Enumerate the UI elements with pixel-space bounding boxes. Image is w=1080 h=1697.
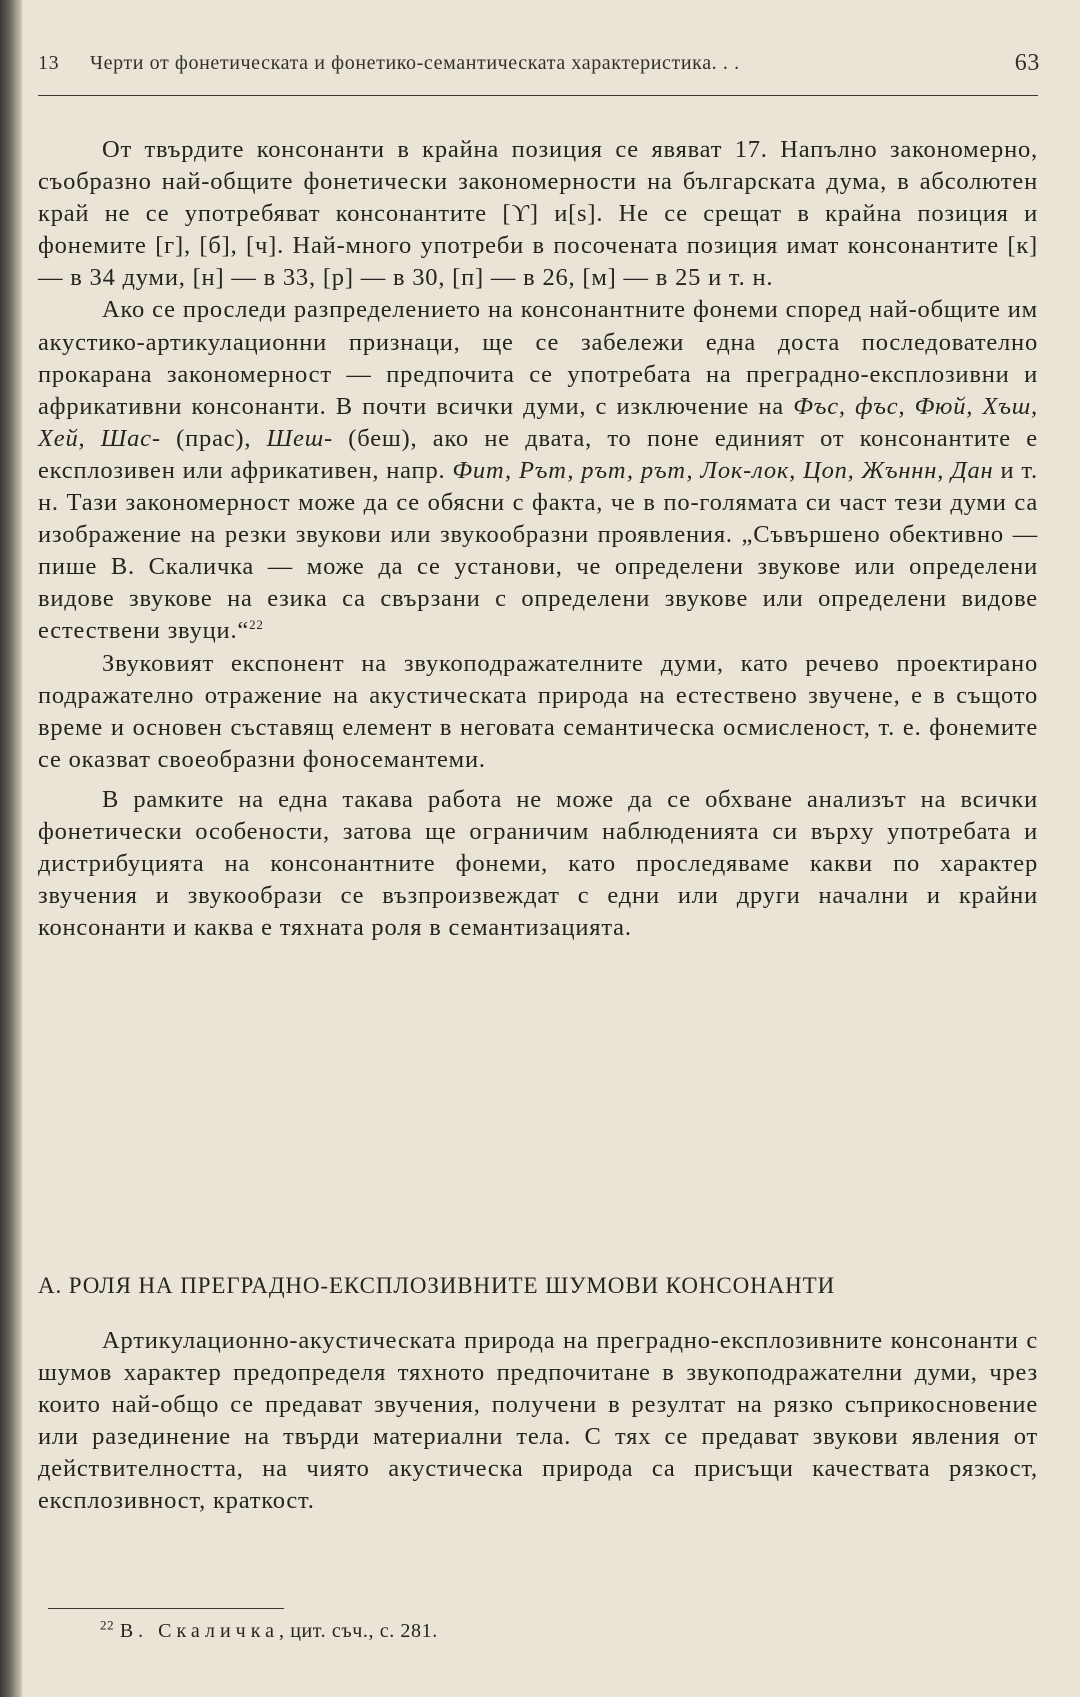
italic-example-words: Фит, Рът, рът, рът, Лок-лок, Цоп, Жъннн, Дан	[452, 456, 994, 484]
text-run: (беш), ако не двата, то поне единият от консонантите е експлозивен или африкативен, напр.	[38, 424, 1038, 484]
text-run: Ако се проследи разпределението на консонантните фонеми според най-общите им акустико-артикулационни признаци, ще се забележи една доста последователно прокарана закономерност — предпочита се употребата на преградно-експлозивни и африкативни консонанти. В почти всички думи, с изключение на	[38, 296, 1038, 420]
footnote-reference: 22	[249, 617, 264, 633]
italic-example-words: Шеш-	[266, 424, 333, 452]
footnote-marker: 22	[100, 1617, 115, 1633]
book-page	[38, 0, 1060, 1697]
running-header	[38, 52, 1040, 82]
header-rule	[38, 95, 1038, 96]
italic-example-words: Фъс, фъс, Фюй, Хъш, Хей, Шас-	[38, 392, 1038, 452]
text-run: (прас),	[160, 424, 267, 452]
paragraph	[38, 134, 1038, 294]
section-text	[38, 1325, 1038, 1518]
text-run: От твърдите консонанти в крайна позиция се явяват 17. Напълно закономерно, съобразно най-общите фонетически закономерности на българската дума, в абсолютен край не се употребяват консонантите [ϒ] и[s]. Не се срещат в крайна позиция и фонемите [г], [б], [ч]. Най-много употреби в посочената позиция имат консонантите [к] — в 34 думи, [н] — в 33, [р] — в 30, [п] — в 26, [м] — в 25 и т. н.	[38, 136, 1038, 292]
section-heading: А. РОЛЯ НА ПРЕГРАДНО-ЕКСПЛОЗИВНИТЕ ШУМОВИ КОНСОНАНТИ	[38, 1273, 836, 1298]
paragraph: Артикулационно-акустическата природа на преградно-експлозивните консонанти с шумов характер предопределя тяхното предпочитане в звукоподражателни думи, чрез които най-общо се предават звучения, получени в резултат на рязко съприкосновение или разединение на твърди материални тела. С тях се предават звукови явления от действителността, на чиято акустическа природа са присъщи качествата рязкост, експлозивност, краткост.	[38, 1327, 1038, 1515]
footnote-rule	[48, 1608, 284, 1609]
chapter-number: 13	[38, 52, 60, 74]
text-run: Звуковият експонент на звукоподражателните думи, като речево проектирано подражателно отражение на акустическата природа на естествено звучене, е в същото време и основен съставящ елемент в неговата семантическа осмисленост, т. е. фонемите се оказват своеобразни фоносемантеми.	[38, 649, 1038, 773]
book-spine-shadow	[0, 0, 22, 1697]
paragraph	[38, 294, 1038, 647]
footnote-author: В. Скаличка	[119, 1620, 279, 1642]
page-number: 63	[1014, 50, 1040, 76]
text-run: и т. н. Тази закономерност може да се обясни с факта, че в по-голямата си част тези думи са изображение на резки звукови или звукообразни проявления. „Съвършено обективно — пише В. Скаличка — може да се установи, че определени звукове или определени видове звукове на езика са свързани с определени звукове или определени видове естествени звуци.“	[38, 456, 1038, 645]
paragraph	[38, 648, 1038, 776]
footnote	[100, 1617, 438, 1643]
footnote-citation: , цит. съч., с. 281.	[279, 1620, 438, 1642]
paragraph	[38, 784, 1038, 944]
text-run: В рамките на една такава работа не може да се обхване анализът на всички фонетически особености, затова ще ограничим наблюденията си върху употребата и дистрибуцията на консонантните фонеми, като проследяваме какви по характер звучения и звукообрази се възпроизвеждат с едни или други начални и крайни консонанти и каква е тяхната роля в семантизацията.	[38, 785, 1038, 942]
running-title: Черти от фонетическата и фонетико-семантическата характеристика. . .	[90, 52, 740, 74]
main-text	[38, 134, 1038, 944]
